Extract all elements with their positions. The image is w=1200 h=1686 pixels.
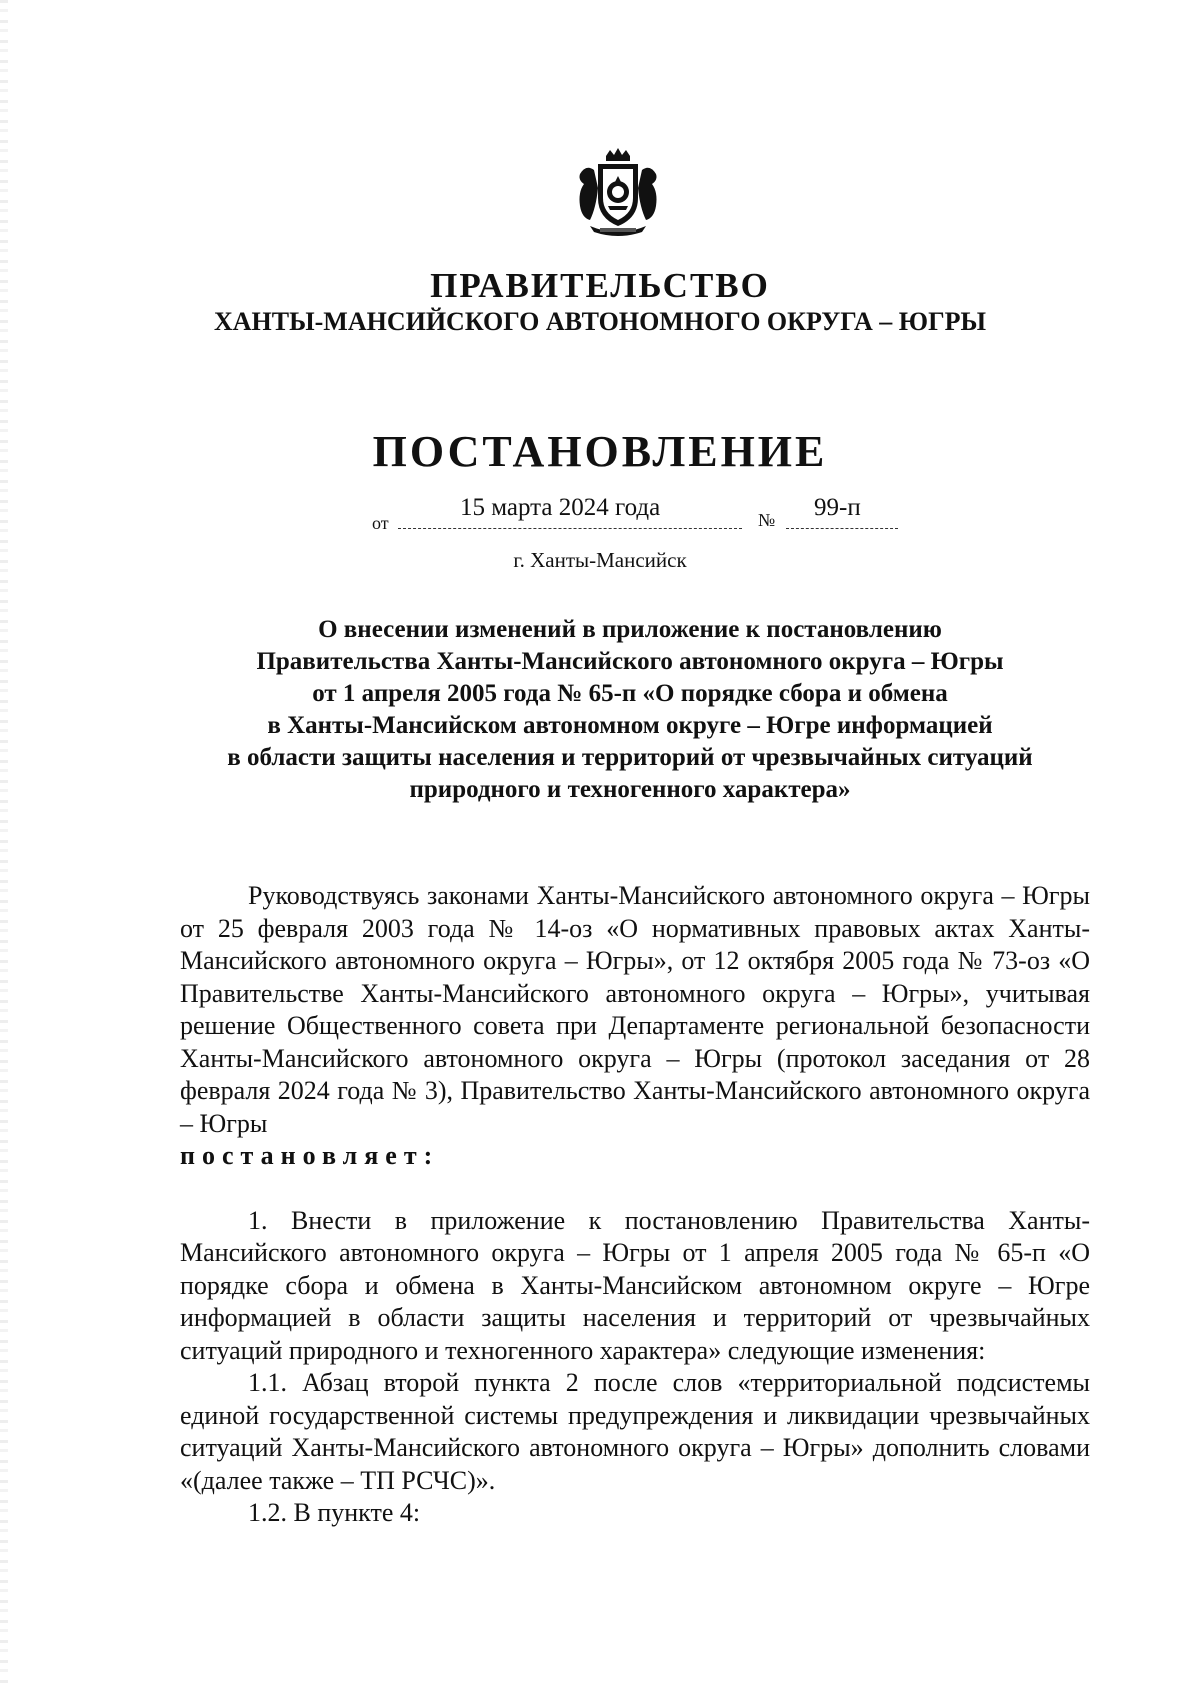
- number-prefix: №: [758, 510, 776, 530]
- heading-line: О внесении изменений в приложение к постановлению: [318, 616, 942, 643]
- document-city: г. Ханты-Мансийск: [513, 548, 687, 572]
- item-1-1-paragraph: 1.1. Абзац второй пункта 2 после слов «территориальной подсистемы единой государственной системы предупреждения и ликвидации чрезвычайных ситуаций Ханты-Мансийского автономного округа – Югры» дополнить словами «(далее также – ТП РСЧС)».: [180, 1368, 1090, 1495]
- item-1-paragraph: 1. Внести в приложение к постановлению Правительства Ханты-Мансийского автономного округа – Югры от 1 апреля 2005 года № 65-п «О порядке сбора и обмена в Ханты-Мансийском автономном округе – Югре информацией в области защиты населения и территорий от чрезвычайных ситуаций природного и техногенного характера» следующие изменения:: [180, 1205, 1090, 1365]
- heading-line: от 1 апреля 2005 года № 65-п «О порядке сбора и обмена: [312, 680, 948, 707]
- heading-line: природного и техногенного характера»: [409, 776, 851, 803]
- heading-line: в Ханты-Мансийском автономном округе – Югре информацией: [267, 712, 993, 739]
- government-region: ХАНТЫ-МАНСИЙСКОГО АВТОНОМНОГО ОКРУГА – ЮГРЫ: [213, 307, 987, 336]
- coat-of-arms-icon: [576, 148, 660, 238]
- document-body: [180, 880, 1090, 1530]
- scan-edge: [0, 0, 8, 1686]
- item-1-2-paragraph: 1.2. В пункте 4:: [248, 1498, 421, 1527]
- document-heading: [170, 614, 1090, 806]
- document-date: 15 марта 2024 года: [460, 494, 661, 521]
- government-title: ПРАВИТЕЛЬСТВО: [430, 266, 770, 305]
- document-type: ПОСТАНОВЛЕНИЕ: [372, 427, 828, 476]
- resolves-keyword: постановляет:: [180, 1141, 440, 1170]
- heading-line: Правительства Ханты-Мансийского автономного округа – Югры: [256, 648, 1004, 675]
- document-number: 99-п: [814, 494, 861, 521]
- date-prefix: от: [372, 513, 389, 533]
- date-underline: [398, 528, 742, 529]
- number-underline: [786, 528, 898, 529]
- preamble-paragraph: Руководствуясь законами Ханты-Мансийского автономного округа – Югры от 25 февраля 2003 года № 14-оз «О нормативных правовых актах Ханты-Мансийского автономного округа – Югры», от 12 октября 2005 года № 73-оз «О Правительстве Ханты-Мансийского автономного округа – Югры», учитывая решение Общественного совета при Департаменте региональной безопасности Ханты-Мансийского автономного округа – Югры (протокол заседания от 28 февраля 2024 года № 3), Правительство Ханты-Мансийского автономного округа – Югры: [180, 881, 1090, 1138]
- heading-line: в области защиты населения и территорий от чрезвычайных ситуаций: [227, 744, 1033, 771]
